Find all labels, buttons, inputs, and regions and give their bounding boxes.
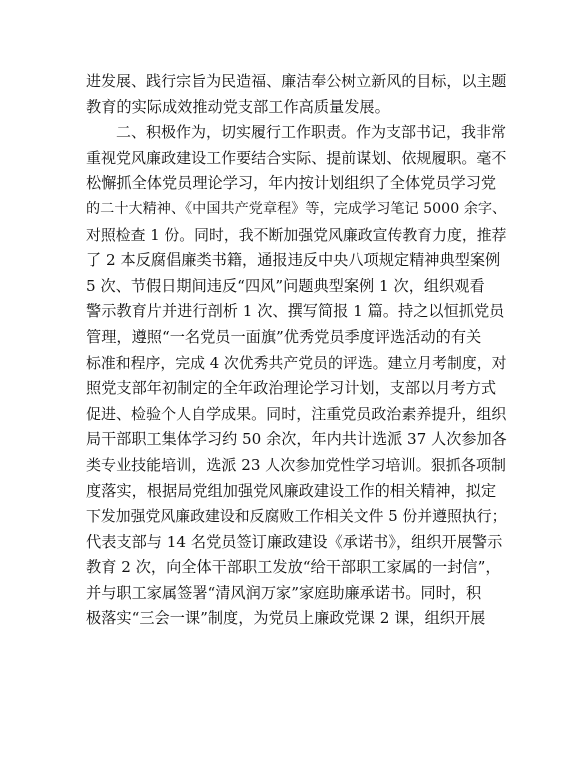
- text-line: 重视党风廉政建设工作要结合实际、提前谋划、依规履职。毫不: [86, 148, 507, 167]
- text-line: 5 次、节假日期间违反“四风”问题典型案例 1 次，组织观看: [86, 276, 485, 295]
- text-line: 标准和程序，完成 4 次优秀共产党员的评选。建立月考制度，对: [86, 353, 507, 372]
- text-line: 了 2 本反腐倡廉类书籍，通报违反中央八项规定精神典型案例: [86, 251, 501, 270]
- text-line: 促进、检验个人自学成果。同时，注重党员政治素养提升，组织: [86, 404, 507, 423]
- text-line: 类专业技能培训，选派 23 人次参加党性学习培训。狠抓各项制: [86, 455, 506, 474]
- text-line: 局干部职工集体学习约 50 余次，年内共计选派 37 人次参加各: [86, 430, 507, 449]
- text-line: 度落实，根据局党组加强党风廉政建设工作的相关精神，拟定: [86, 481, 497, 500]
- text-line: 照党支部年初制定的全年政治理论学习计划，支部以月考方式: [86, 379, 497, 398]
- text-line: 极落实“三会一课”制度，为党员上廉政党课 2 课，组织开展: [86, 609, 486, 628]
- section-heading-line: 二、积极作为，切实履行工作职责。作为支部书记，我非常: [116, 123, 507, 142]
- text-line: 松懈抓全体党员理论学习，年内按计划组织了全体党员学习党: [86, 174, 497, 193]
- text-line: 对照检查 1 份。同时，我不断加强党风廉政宣传教育力度，推荐: [86, 225, 507, 244]
- text-line: 管理，遵照“一名党员一面旗”优秀党员季度评选活动的有关: [86, 327, 482, 346]
- body-text: [86, 69, 506, 632]
- text-line: 下发加强党风廉政建设和反腐败工作相关文件 5 份并遵照执行；: [86, 507, 507, 526]
- text-line: 的二十大精神、《中国共产党章程》等，完成学习笔记 5000 余字、: [86, 200, 507, 217]
- text-line: 代表支部与 14 名党员签订廉政建设《承诺书》，组织开展警示: [86, 532, 503, 551]
- text-line: 并与职工家属签署“清风润万家”家庭助廉承诺书。同时，积: [86, 583, 482, 602]
- text-line: 教育的实际成效推动党支部工作高质量发展。: [86, 97, 390, 116]
- text-line: 进发展、践行宗旨为民造福、廉洁奉公树立新风的目标，以主题: [86, 72, 507, 90]
- text-line: 警示教育片并进行剖析 1 次、撰写简报 1 篇。持之以恒抓党员: [86, 302, 505, 321]
- text-line: 教育 2 次，向全体干部职工发放“给干部职工家属的一封信”，: [86, 558, 501, 577]
